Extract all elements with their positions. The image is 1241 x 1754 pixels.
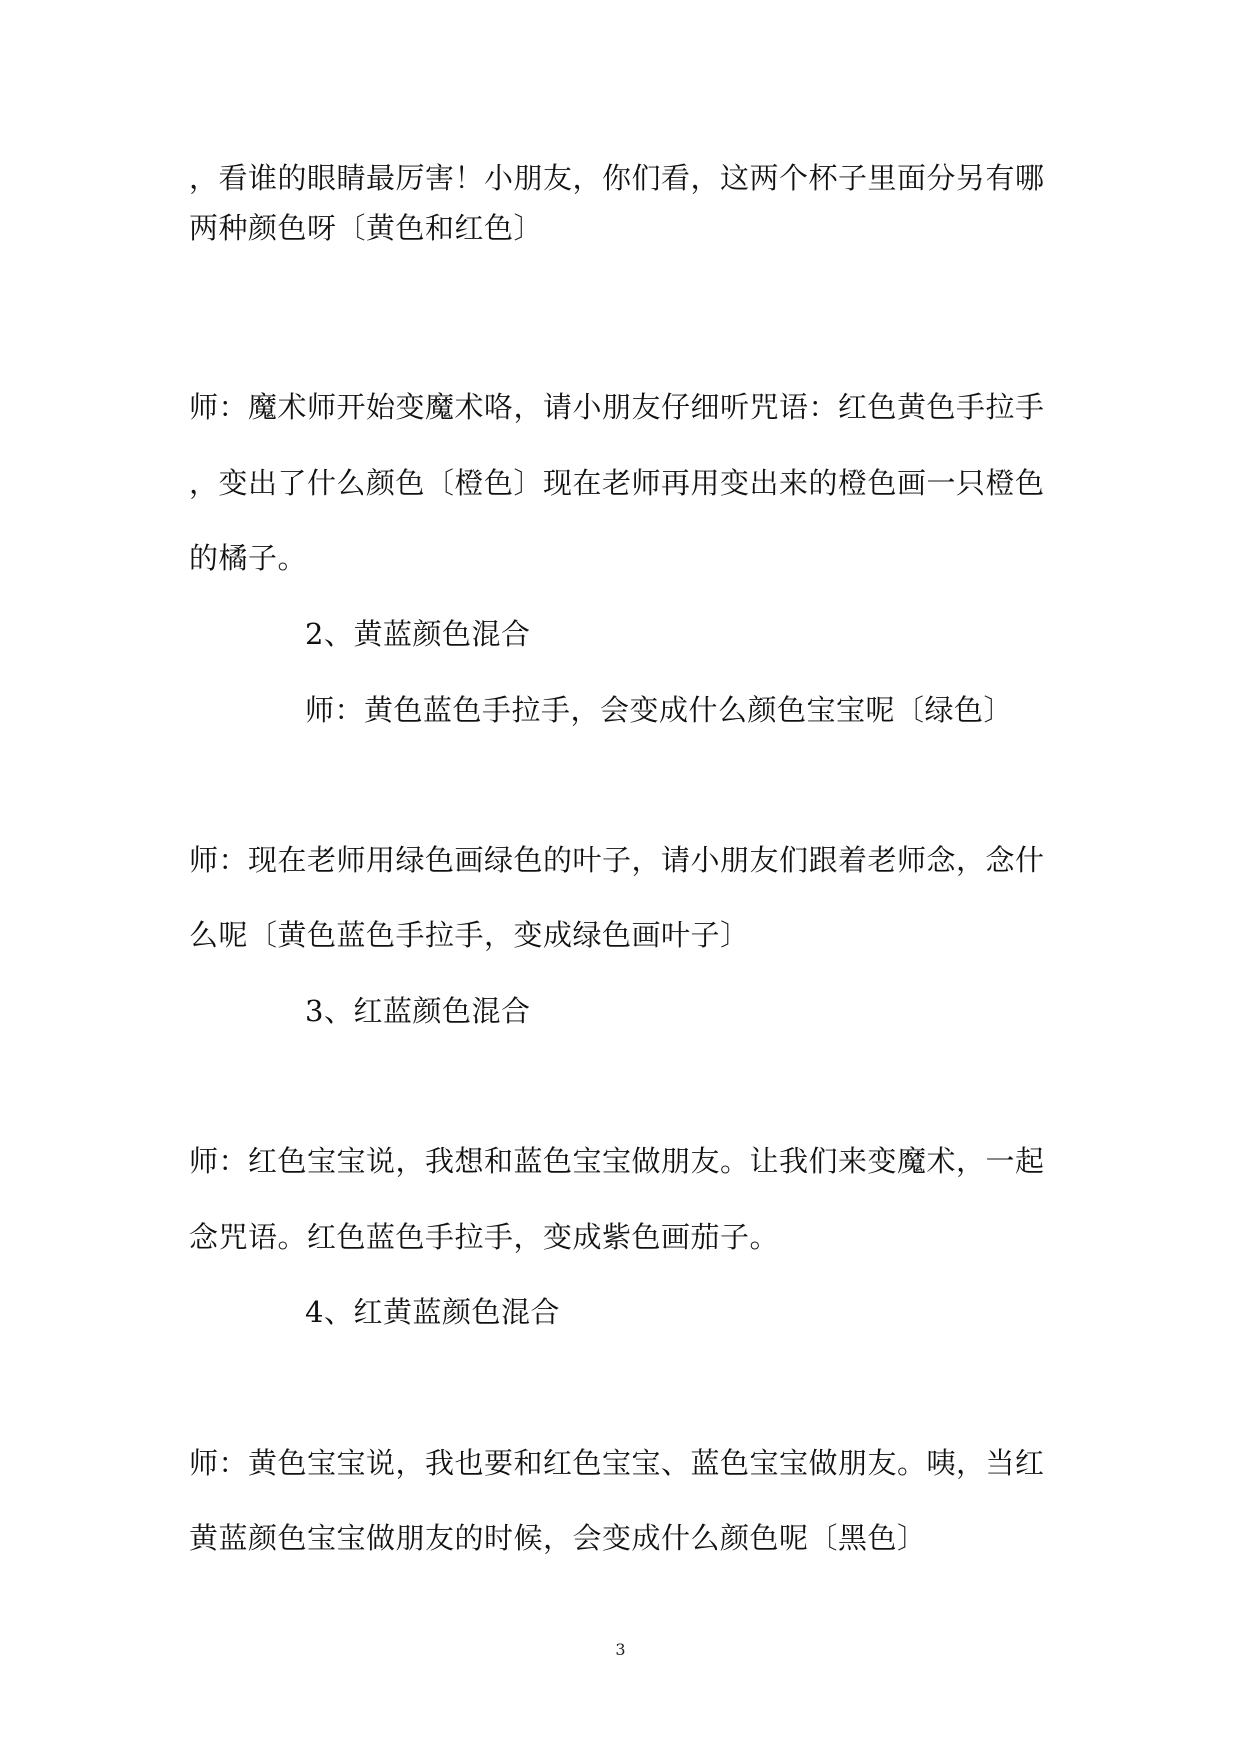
text-line: 师：黄色宝宝说，我也要和红色宝宝、蓝色宝宝做朋友。咦，当红 — [189, 1446, 1045, 1480]
section-heading: 3、红蓝颜色混合 — [305, 994, 531, 1028]
text-line: 师：红色宝宝说，我想和蓝色宝宝做朋友。让我们来变魔术，一起 — [189, 1144, 1045, 1178]
text-line: 两种颜色呀〔黄色和红色〕 — [189, 211, 544, 245]
text-line: 的橘子。 — [189, 541, 308, 575]
text-line: 黄蓝颜色宝宝做朋友的时候，会变成什么颜色呢〔黑色〕 — [189, 1521, 927, 1555]
section-heading: 2、黄蓝颜色混合 — [305, 617, 531, 651]
text-line: 师：黄色蓝色手拉手，会变成什么颜色宝宝呢〔绿色〕 — [305, 693, 1014, 727]
text-line: 念咒语。红色蓝色手拉手，变成紫色画茄子。 — [189, 1220, 780, 1254]
section-heading: 4、红黄蓝颜色混合 — [305, 1295, 560, 1329]
page-number: 3 — [615, 1640, 626, 1659]
text-line: ，变出了什么颜色〔橙色〕现在老师再用变出来的橙色画一只橙色 — [189, 466, 1045, 500]
text-line: 师：现在老师用绿色画绿色的叶子，请小朋友们跟着老师念，念什 — [189, 843, 1045, 877]
text-line: 么呢〔黄色蓝色手拉手，变成绿色画叶子〕 — [189, 918, 750, 952]
text-line: ，看谁的眼睛最厉害！小朋友，你们看，这两个杯子里面分另有哪 — [189, 161, 1045, 195]
text-line: 师：魔术师开始变魔术咯，请小朋友仔细听咒语：红色黄色手拉手 — [189, 390, 1045, 424]
